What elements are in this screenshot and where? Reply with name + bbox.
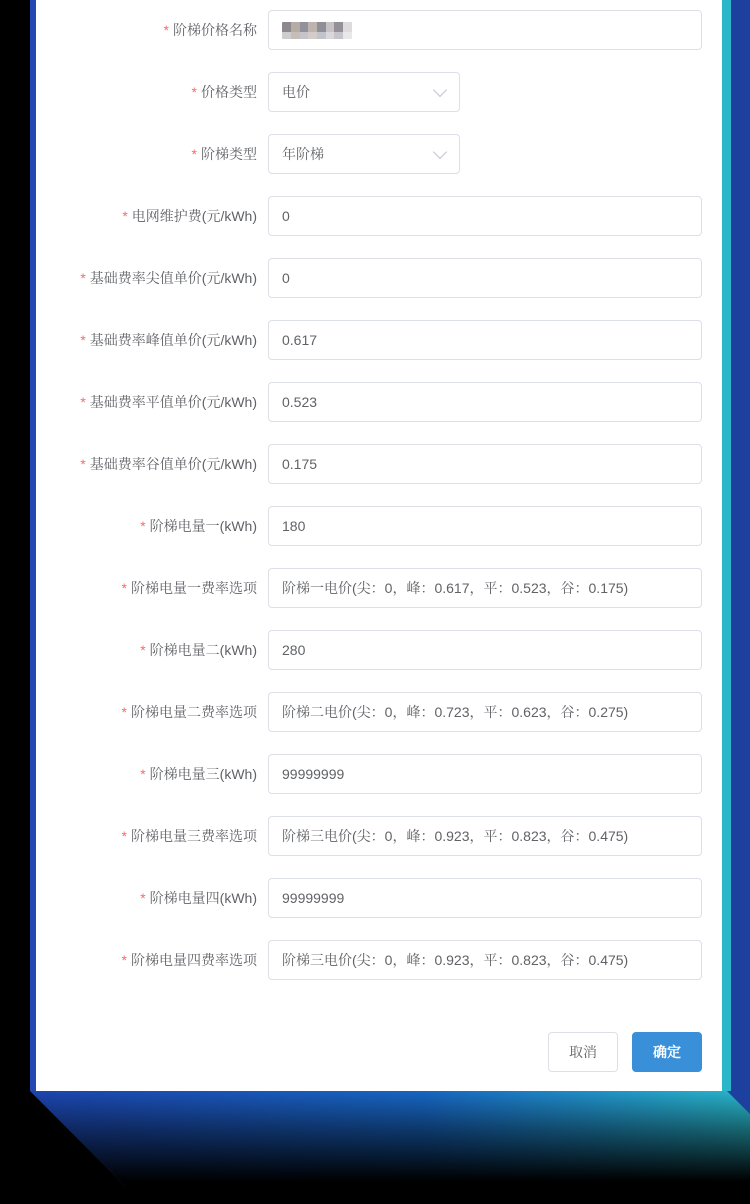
field-label-text: 电网维护费(元/kWh) [131,208,257,224]
tier2-energy-input[interactable] [268,630,702,670]
field-value: 阶梯一电价(尖：0，峰：0.617，平：0.523，谷：0.175) [282,580,629,596]
field-label-text: 基础费率尖值单价(元/kWh) [89,270,257,286]
required-asterisk: * [140,890,146,906]
form-row-tier4-energy [36,878,722,918]
base-rate-peak-input[interactable] [268,320,702,360]
tier4-rate-option-label [36,940,257,980]
chevron-down-icon [433,83,447,97]
form-row-price-type [36,72,722,112]
frame-right-blue-stripe [731,0,750,1091]
form-footer [548,1032,702,1072]
required-asterisk: * [121,580,127,596]
field-label-text: 阶梯电量四(kWh) [149,890,257,906]
required-asterisk: * [140,642,146,658]
form-row-tier-type [36,134,722,174]
field-label-text: 阶梯电量一费率选项 [131,580,257,596]
field-label-text: 阶梯电量三(kWh) [149,766,257,782]
chevron-down-icon [433,145,447,159]
required-asterisk: * [121,828,127,844]
form-row-tier2-energy [36,630,722,670]
base-rate-peak-label [36,320,257,360]
field-value: 电价 [282,84,310,100]
field-label-text: 阶梯电量二(kWh) [149,642,257,658]
required-asterisk: * [80,394,86,410]
form-row-base-rate-flat [36,382,722,422]
tier2-rate-option-input[interactable] [268,692,702,732]
base-rate-valley-input[interactable] [268,444,702,484]
tier4-rate-option-input[interactable] [268,940,702,980]
field-value: 0.523 [282,394,318,410]
frame-right-teal-stripe [722,0,731,1091]
field-label-text: 阶梯电量三费率选项 [131,828,257,844]
field-label-text: 基础费率谷值单价(元/kWh) [89,456,257,472]
tier2-energy-label [36,630,257,670]
field-value: 180 [282,518,306,534]
tier-type-select[interactable] [268,134,460,174]
grid-maintenance-input[interactable] [268,196,702,236]
tier1-rate-option-label [36,568,257,608]
form-row-grid-maintenance [36,196,722,236]
tier-price-form-panel [36,0,722,1091]
required-asterisk: * [140,518,146,534]
base-rate-flat-label [36,382,257,422]
form-row-base-rate-valley [36,444,722,484]
form-row-tier-price-name [36,10,722,50]
tier1-energy-input[interactable] [268,506,702,546]
field-label-text: 阶梯电量二费率选项 [131,704,257,720]
base-rate-sharp-label [36,258,257,298]
field-value: 阶梯二电价(尖：0，峰：0.723，平：0.623，谷：0.275) [282,704,629,720]
tier4-energy-input[interactable] [268,878,702,918]
frame-bottom-band [30,1091,750,1187]
required-asterisk: * [191,146,197,162]
redacted-value-mosaic [282,22,352,39]
form-row-tier1-rate-option [36,568,722,608]
field-label-text: 基础费率平值单价(元/kWh) [89,394,257,410]
required-asterisk: * [191,84,197,100]
field-label-text: 阶梯电量一(kWh) [149,518,257,534]
field-value: 年阶梯 [282,146,324,162]
tier2-rate-option-label [36,692,257,732]
field-label-text: 阶梯电量四费率选项 [131,952,257,968]
required-asterisk: * [80,456,86,472]
price-type-label [36,72,257,112]
base-rate-flat-input[interactable] [268,382,702,422]
field-value: 0.175 [282,456,318,472]
form-row-tier2-rate-option [36,692,722,732]
field-value: 99999999 [282,890,345,906]
cancel-button[interactable]: 取消 [548,1032,618,1072]
field-value: 阶梯三电价(尖：0，峰：0.923，平：0.823，谷：0.475) [282,952,629,968]
price-type-select[interactable] [268,72,460,112]
form-row-base-rate-sharp [36,258,722,298]
tier3-energy-label [36,754,257,794]
tier3-energy-input[interactable] [268,754,702,794]
field-value: 0 [282,208,290,224]
base-rate-valley-label [36,444,257,484]
tier-price-name-label [36,10,257,50]
field-label-text: 阶梯价格名称 [173,22,257,38]
field-label-text: 价格类型 [201,84,257,100]
required-asterisk: * [121,952,127,968]
field-value: 280 [282,642,306,658]
confirm-button[interactable]: 确定 [632,1032,702,1072]
form-row-tier4-rate-option [36,940,722,980]
field-value: 阶梯三电价(尖：0，峰：0.923，平：0.823，谷：0.475) [282,828,629,844]
field-label-text: 阶梯类型 [201,146,257,162]
tier3-rate-option-input[interactable] [268,816,702,856]
tier-price-name-input[interactable] [268,10,702,50]
required-asterisk: * [122,208,128,224]
base-rate-sharp-input[interactable] [268,258,702,298]
required-asterisk: * [140,766,146,782]
form-row-tier3-rate-option [36,816,722,856]
required-asterisk: * [121,704,127,720]
tier1-energy-label [36,506,257,546]
tier-type-label [36,134,257,174]
required-asterisk: * [163,22,169,38]
field-value: 99999999 [282,766,345,782]
tier1-rate-option-input[interactable] [268,568,702,608]
form-row-base-rate-peak [36,320,722,360]
field-value: 0 [282,270,290,286]
grid-maintenance-label [36,196,257,236]
form-row-tier1-energy [36,506,722,546]
tier4-energy-label [36,878,257,918]
tier3-rate-option-label [36,816,257,856]
field-value: 0.617 [282,332,318,348]
required-asterisk: * [80,332,86,348]
field-label-text: 基础费率峰值单价(元/kWh) [89,332,257,348]
form-rows [36,10,722,980]
form-row-tier3-energy [36,754,722,794]
required-asterisk: * [80,270,86,286]
